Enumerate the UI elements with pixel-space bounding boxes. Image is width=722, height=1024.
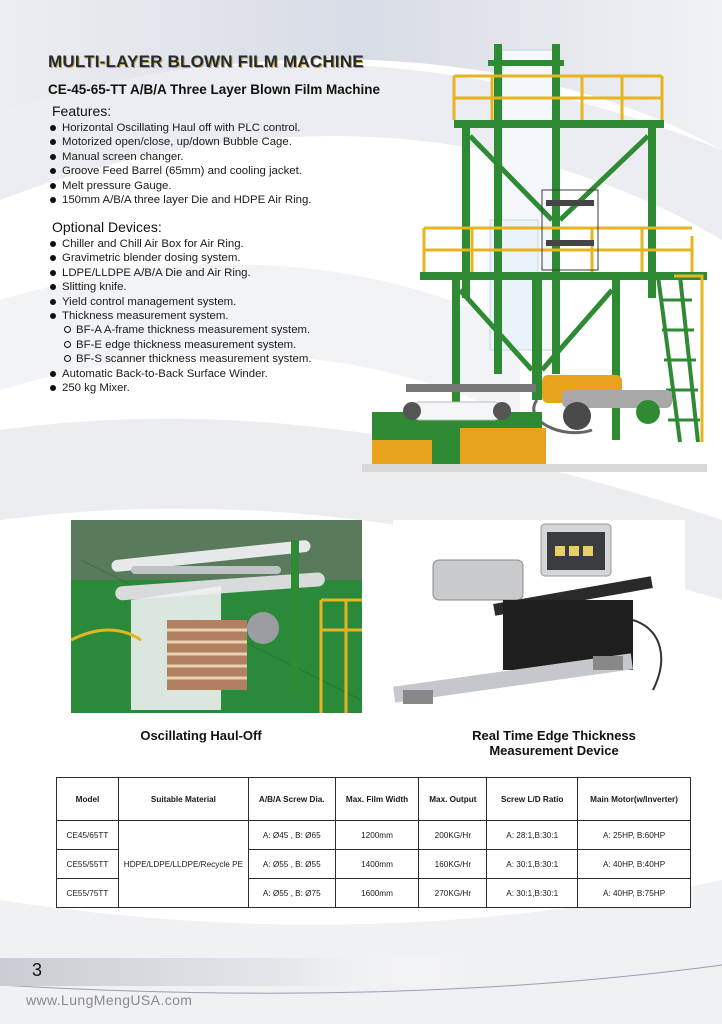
column-header: Suitable Material [118,778,248,821]
optional-heading: Optional Devices: [52,219,162,235]
bullet-icon [50,270,56,276]
page-number: 3 [32,960,43,980]
bullet-icon [50,299,56,305]
feature-item: Motorized open/close, up/down Bubble Cage. [48,135,311,149]
bullet-icon [50,371,56,377]
optional-item: Automatic Back-to-Back Surface Winder. [48,367,312,381]
bullet-icon [50,197,56,203]
column-header: Max. Output [419,778,487,821]
table-header-row [57,778,691,821]
bullet-icon [50,125,56,131]
optional-list [48,237,312,395]
screw-cell: A: Ø55 , B: Ø75 [248,879,335,908]
page-title: MULTI-LAYER BLOWN FILM MACHINE [48,52,364,71]
optional-sub-item: BF-E edge thickness measurement system. [48,338,312,352]
spec-table [56,777,691,908]
blown-film-machine-image [362,40,707,472]
edge-device-caption-line2: Measurement Device [489,743,619,758]
column-header: Model [57,778,119,821]
bullet-icon [50,284,56,290]
ratio-cell: A: 30:1,B:30:1 [487,850,578,879]
feature-item: Groove Feed Barrel (65mm) and cooling jacket. [48,164,311,178]
edge-device-caption [440,728,668,758]
column-header: Screw L/D Ratio [487,778,578,821]
machine-subtitle: CE-45-65-TT A/B/A Three Layer Blown Film Machine [48,82,381,97]
screw-cell: A: Ø45 , B: Ø65 [248,821,335,850]
hollow-bullet-icon [64,326,71,333]
page-number-bar [0,958,722,986]
features-heading: Features: [52,103,112,119]
output-cell: 160KG/Hr [419,850,487,879]
feature-item: Melt pressure Gauge. [48,179,311,193]
motor-cell: A: 40HP, B:75HP [578,879,691,908]
optional-item: Gravimetric blender dosing system. [48,251,312,265]
features-list [48,121,311,207]
width-cell: 1200mm [335,821,419,850]
optional-item: Yield control management system. [48,295,312,309]
oscillating-haul-off-image [71,520,362,713]
width-cell: 1400mm [335,850,419,879]
bullet-icon [50,255,56,261]
bullet-icon [50,183,56,189]
bullet-icon [50,139,56,145]
optional-sub-item: BF-A A-frame thickness measurement system. [48,323,312,337]
ratio-cell: A: 28:1,B:30:1 [487,821,578,850]
website-link[interactable]: www.LungMengUSA.com [26,992,193,1008]
motor-cell: A: 40HP, B:40HP [578,850,691,879]
column-header: Main Motor(w/Inverter) [578,778,691,821]
bullet-icon [50,241,56,247]
model-cell: CE55/75TT [57,879,119,908]
optional-item: LDPE/LLDPE A/B/A Die and Air Ring. [48,266,312,280]
haul-off-caption: Oscillating Haul-Off [140,728,262,743]
motor-cell: A: 25HP, B:60HP [578,821,691,850]
feature-item: Horizontal Oscillating Haul off with PLC control. [48,121,311,135]
material-cell: HDPE/LDPE/LLDPE/Recycle PE [118,821,248,908]
bullet-icon [50,313,56,319]
optional-item: Chiller and Chill Air Box for Air Ring. [48,237,312,251]
hollow-bullet-icon [64,355,71,362]
optional-item: 250 kg Mixer. [48,381,312,395]
screw-cell: A: Ø55 , B: Ø55 [248,850,335,879]
hollow-bullet-icon [64,341,71,348]
model-cell: CE45/65TT [57,821,119,850]
edge-thickness-device-image [393,520,685,715]
feature-item: 150mm A/B/A three layer Die and HDPE Air Ring. [48,193,311,207]
width-cell: 1600mm [335,879,419,908]
optional-item: Slitting knife. [48,280,312,294]
edge-device-caption-line1: Real Time Edge Thickness [472,728,636,743]
model-cell: CE55/55TT [57,850,119,879]
bullet-icon [50,154,56,160]
column-header: Max. Film Width [335,778,419,821]
table-row [57,821,691,850]
optional-sub-item: BF-S scanner thickness measurement system. [48,352,312,366]
column-header: A/B/A Screw Dia. [248,778,335,821]
bullet-icon [50,385,56,391]
feature-item: Manual screen changer. [48,150,311,164]
optional-item: Thickness measurement system. [48,309,312,323]
bullet-icon [50,168,56,174]
output-cell: 200KG/Hr [419,821,487,850]
output-cell: 270KG/Hr [419,879,487,908]
ratio-cell: A: 30:1,B:30:1 [487,879,578,908]
